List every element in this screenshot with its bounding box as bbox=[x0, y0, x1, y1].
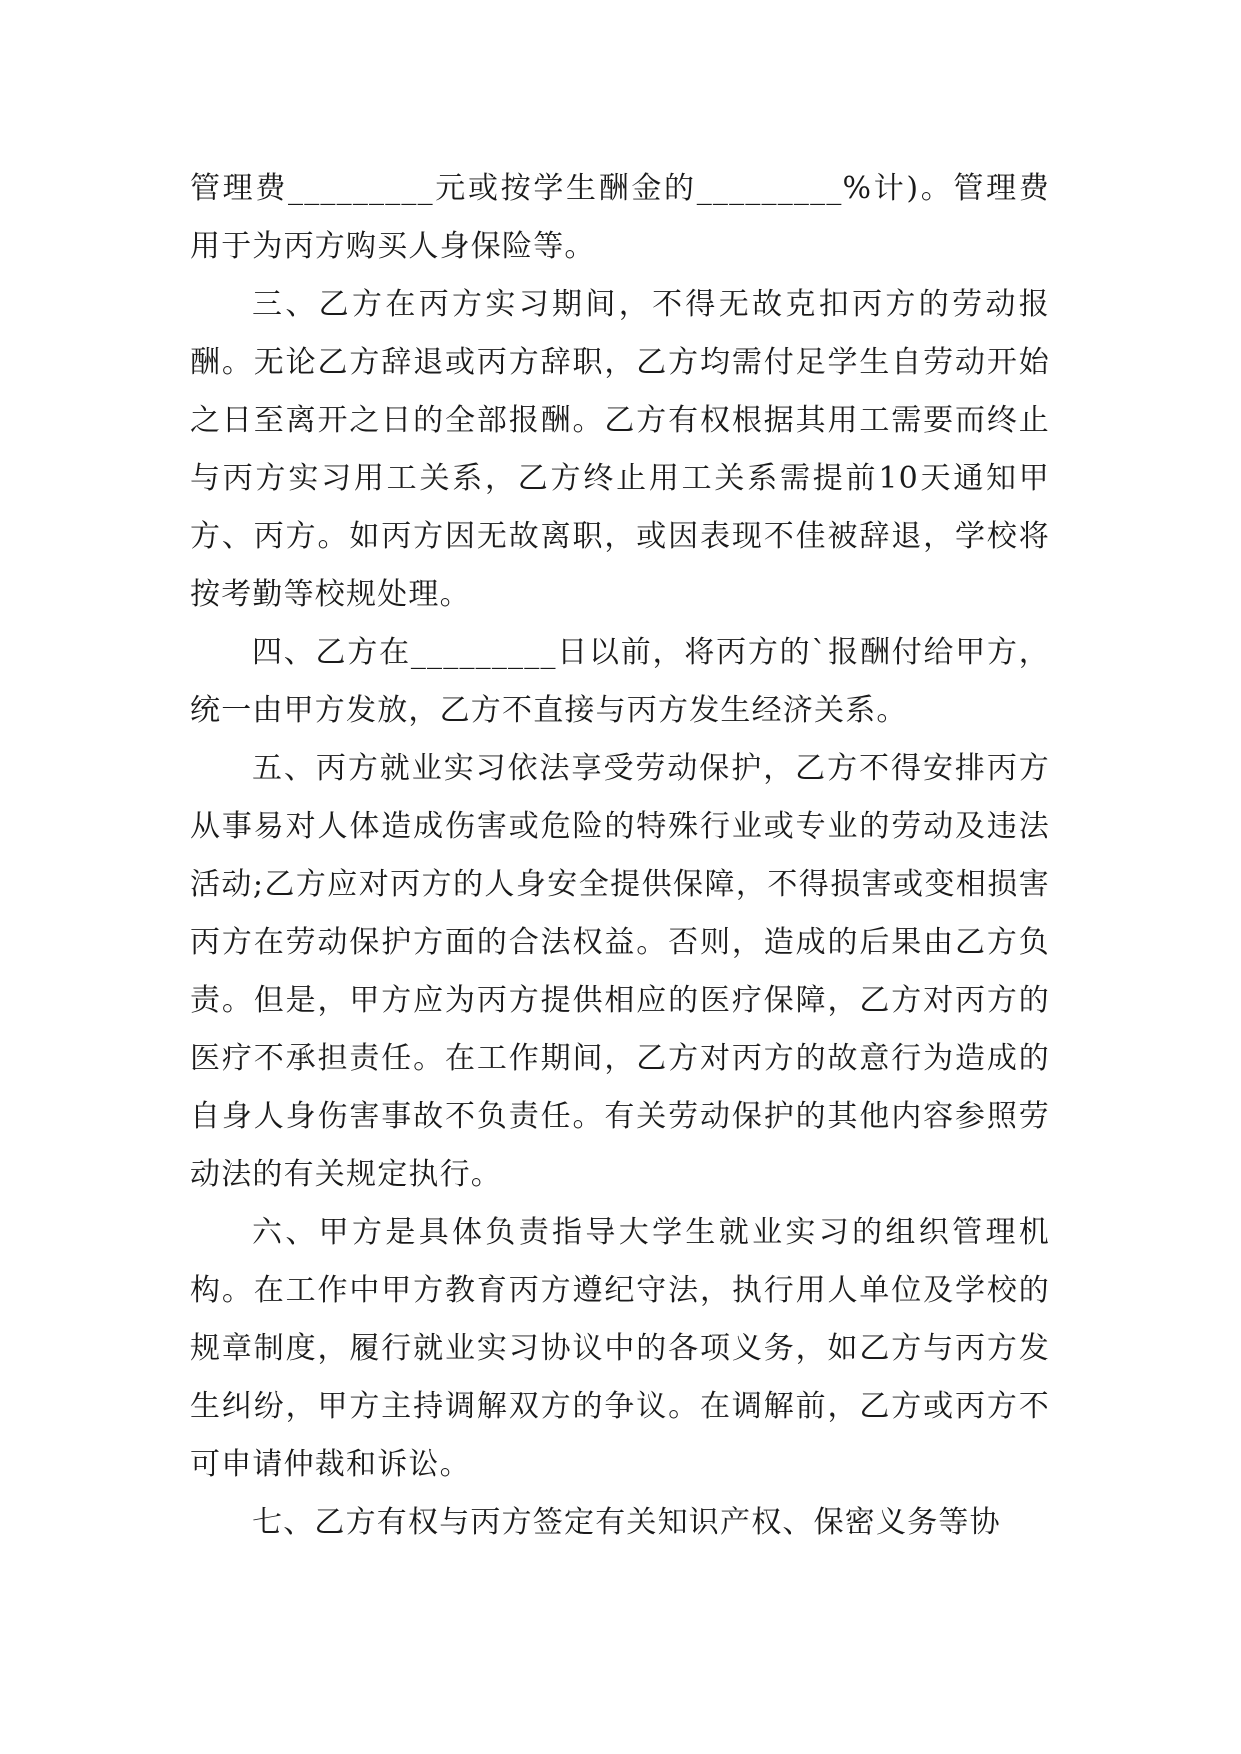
paragraph-clause-3: 三、乙方在丙方实习期间，不得无故克扣丙方的劳动报酬。无论乙方辞退或丙方辞职，乙方均需付足学生自劳动开始之日至离开之日的全部报酬。乙方有权根据其用工需要而终止与丙方实习用工关系，乙方终止用工关系需提前10天通知甲方、丙方。如丙方因无故离职，或因表现不佳被辞退，学校将按考勤等校规处理。 bbox=[190, 287, 1050, 612]
paragraph-management-fee: 管理费_________元或按学生酬金的_________%计)。管理费用于为丙方购买人身保险等。 bbox=[190, 171, 1050, 264]
document-body bbox=[190, 160, 1050, 1552]
paragraph-clause-4: 四、乙方在_________日以前，将丙方的`报酬付给甲方，统一由甲方发放，乙方不直接与丙方发生经济关系。 bbox=[190, 635, 1050, 728]
paragraph-clause-5: 五、丙方就业实习依法享受劳动保护，乙方不得安排丙方从事易对人体造成伤害或危险的特殊行业或专业的劳动及违法活动;乙方应对丙方的人身安全提供保障，不得损害或变相损害丙方在劳动保护方面的合法权益。否则，造成的后果由乙方负责。但是，甲方应为丙方提供相应的医疗保障，乙方对丙方的医疗不承担责任。在工作期间，乙方对丙方的故意行为造成的自身人身伤害事故不负责任。有关劳动保护的其他内容参照劳动法的有关规定执行。 bbox=[190, 751, 1050, 1192]
paragraph-clause-6: 六、甲方是具体负责指导大学生就业实习的组织管理机构。在工作中甲方教育丙方遵纪守法，执行用人单位及学校的规章制度，履行就业实习协议中的各项义务，如乙方与丙方发生纠纷，甲方主持调解双方的争议。在调解前，乙方或丙方不可申请仲裁和诉讼。 bbox=[190, 1215, 1050, 1482]
paragraph-clause-7: 七、乙方有权与丙方签定有关知识产权、保密义务等协 bbox=[252, 1505, 1001, 1540]
